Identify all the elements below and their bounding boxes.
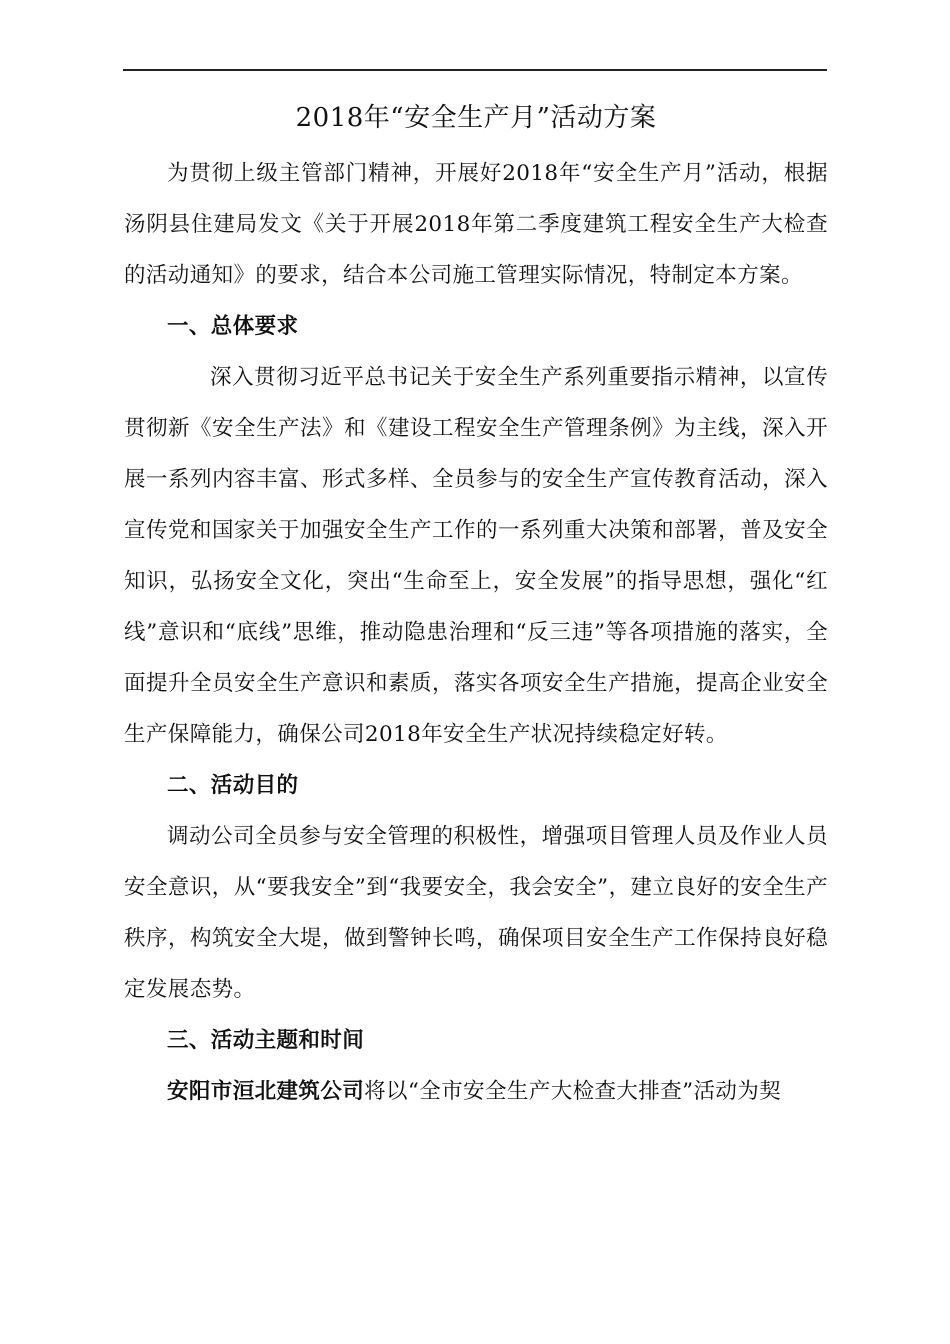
section-heading-theme-and-time: 三、活动主题和时间 (167, 1028, 365, 1053)
section-body-theme-and-time (124, 1066, 828, 1117)
document-title: 2018年“安全生产月”活动方案 (295, 103, 657, 133)
header-rule (123, 69, 827, 71)
intro-paragraph: 为贯彻上级主管部门精神，开展好2018年“安全生产月”活动，根据汤阴县住建局发文《关于开展2018年第二季度建筑工程安全生产大检查的活动通知》的要求，结合本公司施工管理实际情况，特制定本方案。 (124, 161, 828, 288)
section-body-overall-requirements: 深入贯彻习近平总书记关于安全生产系列重要指示精神，以宣传贯彻新《安全生产法》和《建设工程安全生产管理条例》为主线，深入开展一系列内容丰富、形式多样、全员参与的安全生产宣传教育活动，深入宣传党和国家关于加强安全生产工作的一系列重大决策和部署，普及安全知识，弘扬安全文化，突出“生命至上，安全发展”的指导思想，强化“红线”意识和“底线”思维，推动隐患治理和“反三违”等各项措施的落实，全面提升全员安全生产意识和素质，落实各项安全生产措施，提高企业安全生产保障能力，确保公司2018年安全生产状况持续稳定好转。 (124, 365, 828, 747)
section-body-activity-purpose: 调动公司全员参与安全管理的积极性，增强项目管理人员及作业人员安全意识，从“要我安全”到“我要安全，我会安全”，建立良好的安全生产秩序，构筑安全大堤，做到警钟长鸣，确保项目安全生产工作保持良好稳定发展态势。 (124, 824, 828, 1002)
section-body-theme-text: 将以“全市安全生产大检查大排查”活动为契 (364, 1079, 782, 1104)
section-heading-overall-requirements: 一、总体要求 (167, 314, 299, 339)
document-page (124, 96, 828, 1117)
company-name: 安阳市洹北建筑公司 (167, 1079, 365, 1104)
section-heading-activity-purpose: 二、活动目的 (167, 773, 299, 798)
